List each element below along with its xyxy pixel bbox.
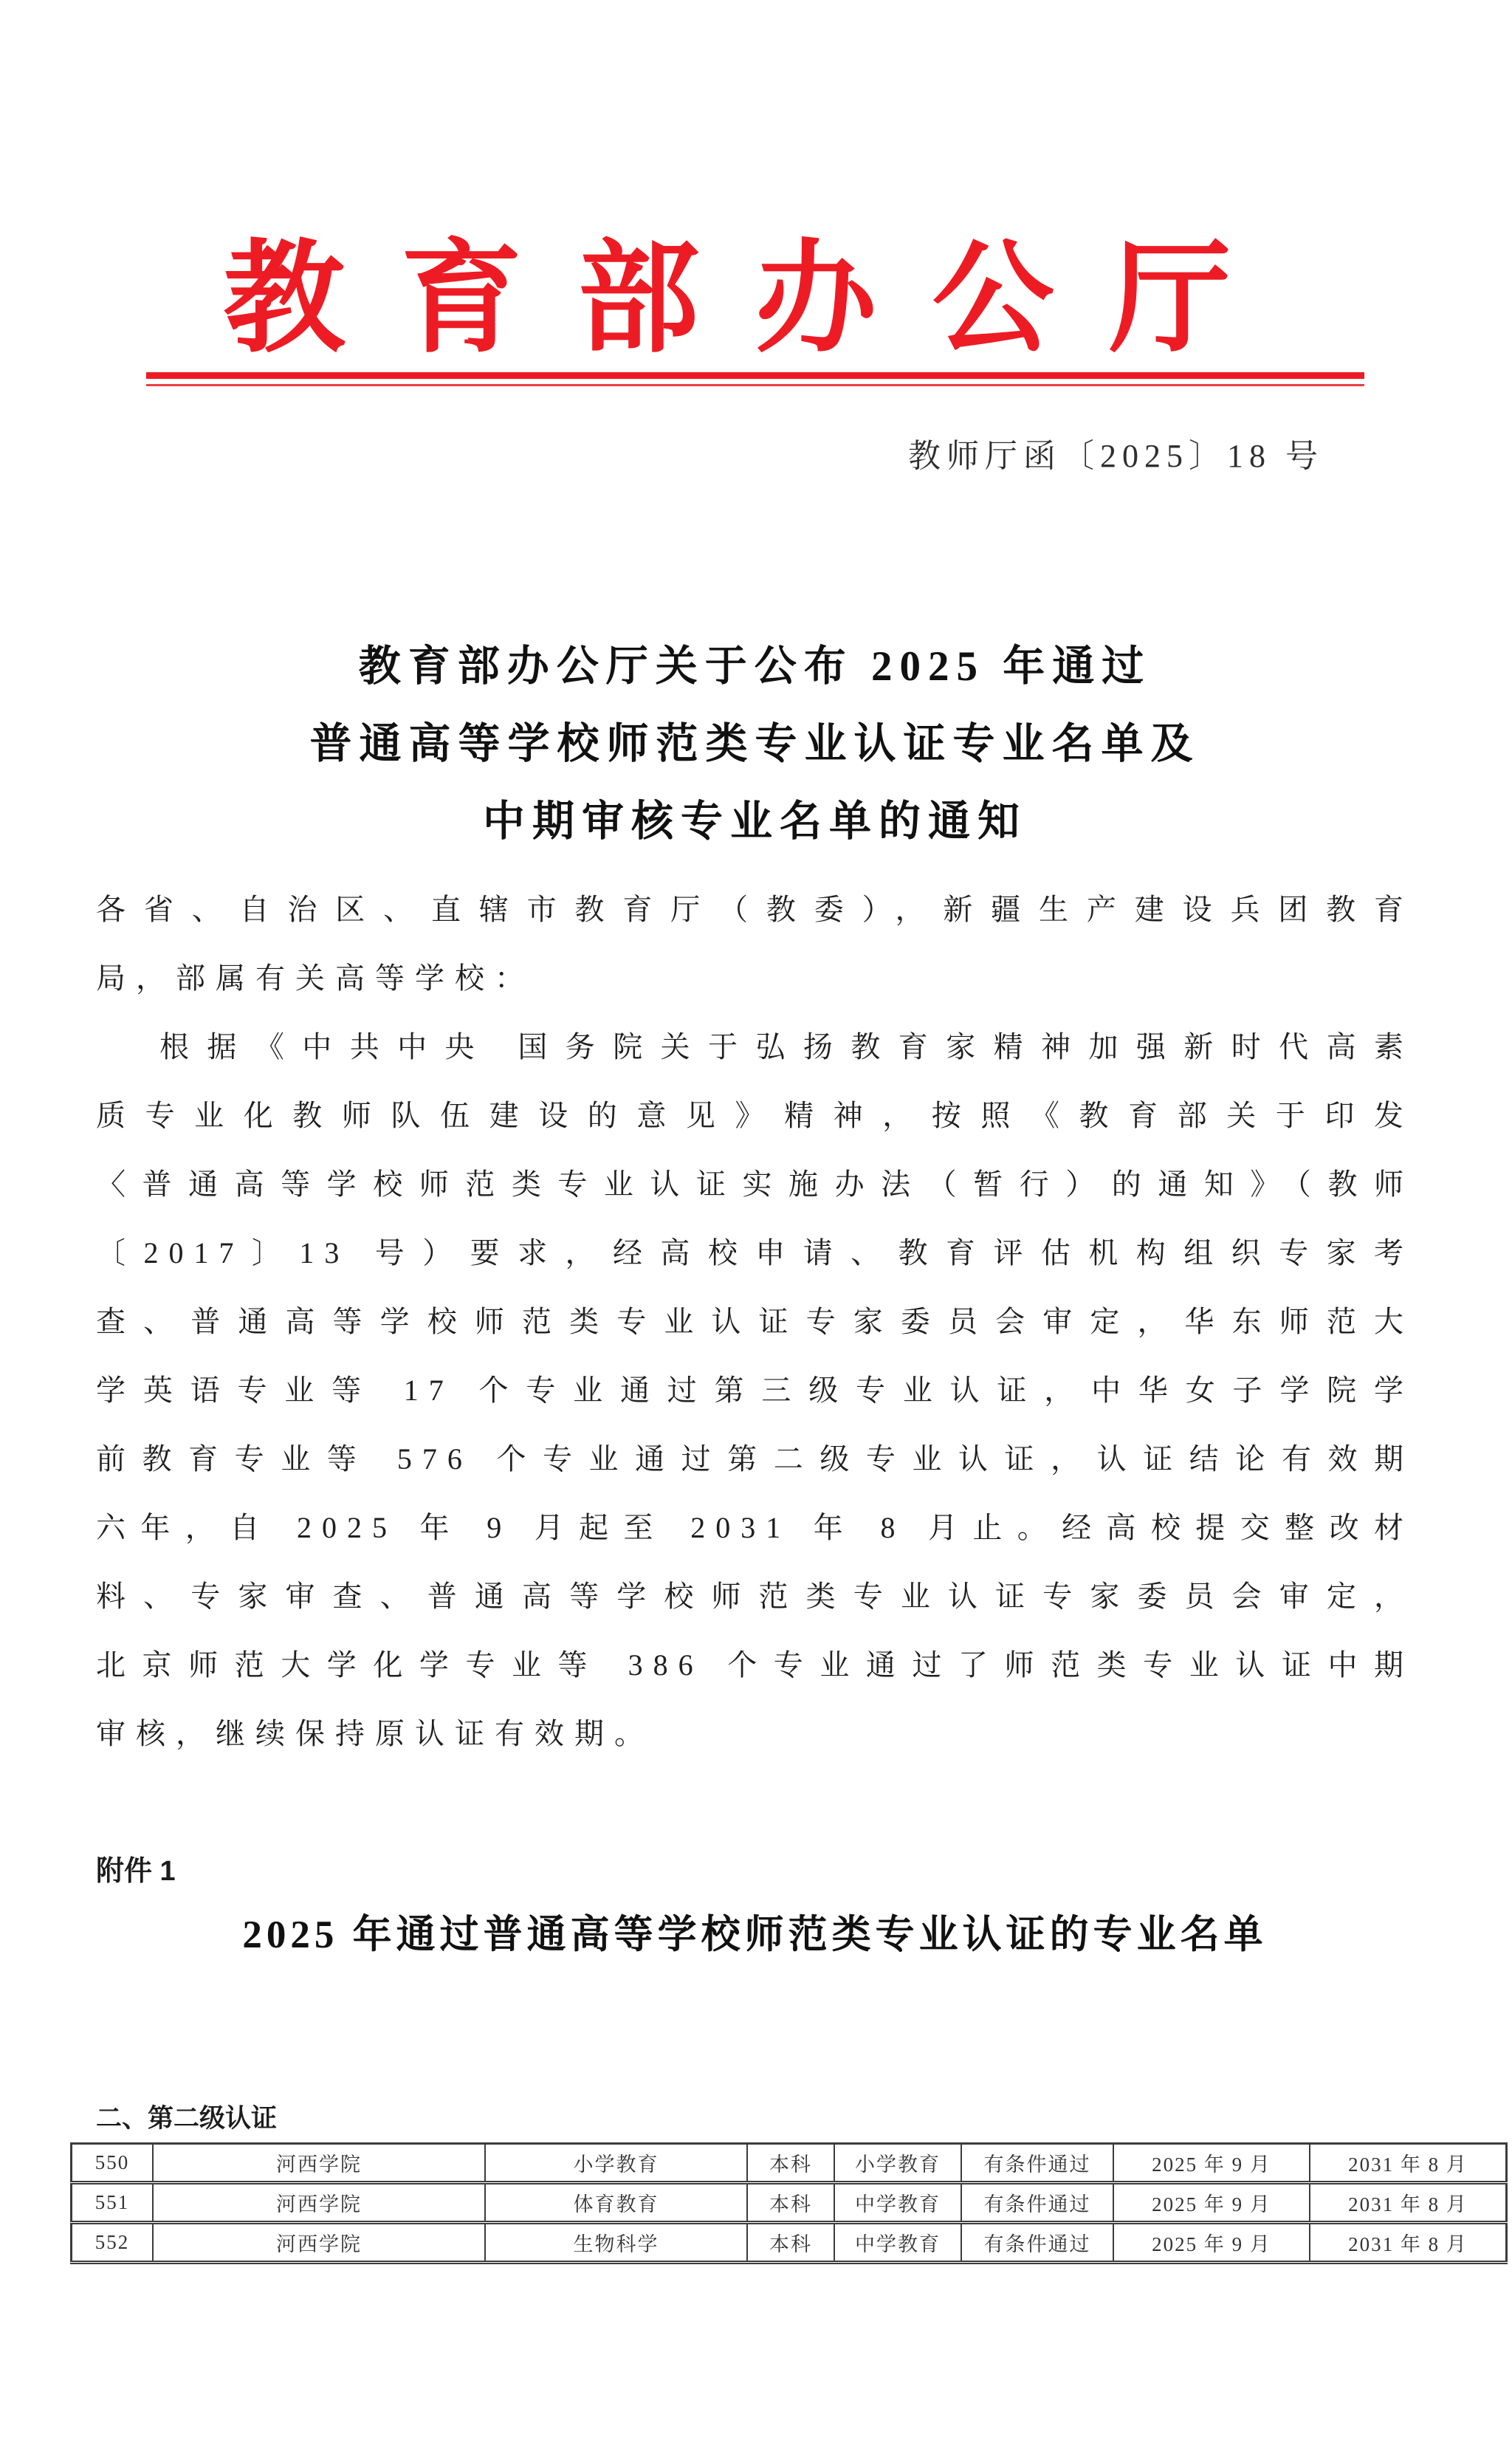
attachment-label: 附件 1 (96, 1856, 176, 1888)
table-cell: 2031 年 8 月 (1310, 2223, 1507, 2263)
table-cell: 河西学院 (153, 2223, 485, 2263)
table-cell: 中学教育 (834, 2223, 961, 2263)
table-cell: 有条件通过 (961, 2223, 1113, 2263)
document-number: 教师厅函〔2025〕18 号 (908, 438, 1324, 475)
notice-title-line: 中期审核专业名单的通知 (483, 798, 1027, 846)
body-line: 料、专家审查、普通高等学校师范类专业认证专家委员会审定， (96, 1580, 1414, 1614)
table-cell: 河西学院 (153, 2183, 485, 2223)
table-cell: 小学教育 (485, 2144, 747, 2183)
salutation-line: 各省、自治区、直辖市教育厅（教委），新疆生产建设兵团教育 (96, 893, 1414, 927)
body-line: 学英语专业等 17 个专业通过第三级专业认证，中华女子学院学 (96, 1374, 1414, 1408)
body-line: 质专业化教师队伍建设的意见》精神，按照《教育部关于印发 (96, 1099, 1414, 1133)
agency-letterhead: 教育部办公厅 (223, 232, 1287, 367)
body-line: 六年，自 2025 年 9 月起至 2031 年 8 月止。经高校提交整改材 (96, 1511, 1414, 1545)
table-cell: 体育教育 (485, 2183, 747, 2223)
table-cell: 551 (72, 2183, 154, 2223)
table-cell: 2025 年 9 月 (1113, 2183, 1310, 2223)
accreditation-table-wrapper (70, 2142, 1468, 2264)
salutation-line: 局，部属有关高等学校： (96, 962, 535, 996)
table-row (72, 2223, 1507, 2263)
table-cell: 552 (72, 2223, 154, 2263)
section-heading: 二、第二级认证 (96, 2104, 278, 2134)
notice-title (96, 628, 1414, 860)
red-separator-thick-line (146, 372, 1364, 379)
table-row (72, 2144, 1507, 2183)
body-line: 〔2017〕13 号）要求，经高校申请、教育评估机构组织专家考 (96, 1236, 1414, 1270)
table-cell: 生物科学 (485, 2223, 747, 2263)
table-cell: 本科 (747, 2223, 834, 2263)
table-row (72, 2183, 1507, 2223)
table-cell: 2031 年 8 月 (1310, 2183, 1507, 2223)
attachment-heading: 2025 年通过普通高等学校师范类专业认证的专业名单 (242, 1913, 1268, 1957)
red-separator (146, 372, 1364, 386)
red-separator-thin-line (146, 384, 1364, 386)
table-cell: 2025 年 9 月 (1113, 2223, 1310, 2263)
body-line: 根据《中共中央 国务院关于弘扬教育家精神加强新时代高素 (159, 1030, 1414, 1064)
body-line: 查、普通高等学校师范类专业认证专家委员会审定，华东师范大 (96, 1305, 1414, 1339)
notice-body (96, 875, 1414, 1768)
body-line: 审核，继续保持原认证有效期。 (96, 1717, 654, 1751)
table-cell: 本科 (747, 2183, 834, 2223)
body-line: 北京师范大学化学专业等 386 个专业通过了师范类专业认证中期 (96, 1648, 1414, 1682)
table-cell: 2025 年 9 月 (1113, 2144, 1310, 2183)
document-page (0, 232, 1512, 2264)
table-cell: 550 (72, 2144, 154, 2183)
body-line: 〈普通高等学校师范类专业认证实施办法（暂行）的通知》（教师 (96, 1168, 1414, 1202)
accreditation-table-body (72, 2144, 1507, 2263)
notice-title-line: 教育部办公厅关于公布 2025 年通过 (358, 643, 1152, 691)
table-cell: 中学教育 (834, 2183, 961, 2223)
table-cell: 2031 年 8 月 (1310, 2144, 1507, 2183)
table-cell: 小学教育 (834, 2144, 961, 2183)
accreditation-table (70, 2142, 1508, 2264)
table-cell: 有条件通过 (961, 2144, 1113, 2183)
table-cell: 有条件通过 (961, 2183, 1113, 2223)
notice-title-line: 普通高等学校师范类专业认证专业名单及 (309, 721, 1200, 768)
body-line: 前教育专业等 576 个专业通过第二级专业认证，认证结论有效期 (96, 1442, 1414, 1476)
table-cell: 本科 (747, 2144, 834, 2183)
table-cell: 河西学院 (153, 2144, 485, 2183)
